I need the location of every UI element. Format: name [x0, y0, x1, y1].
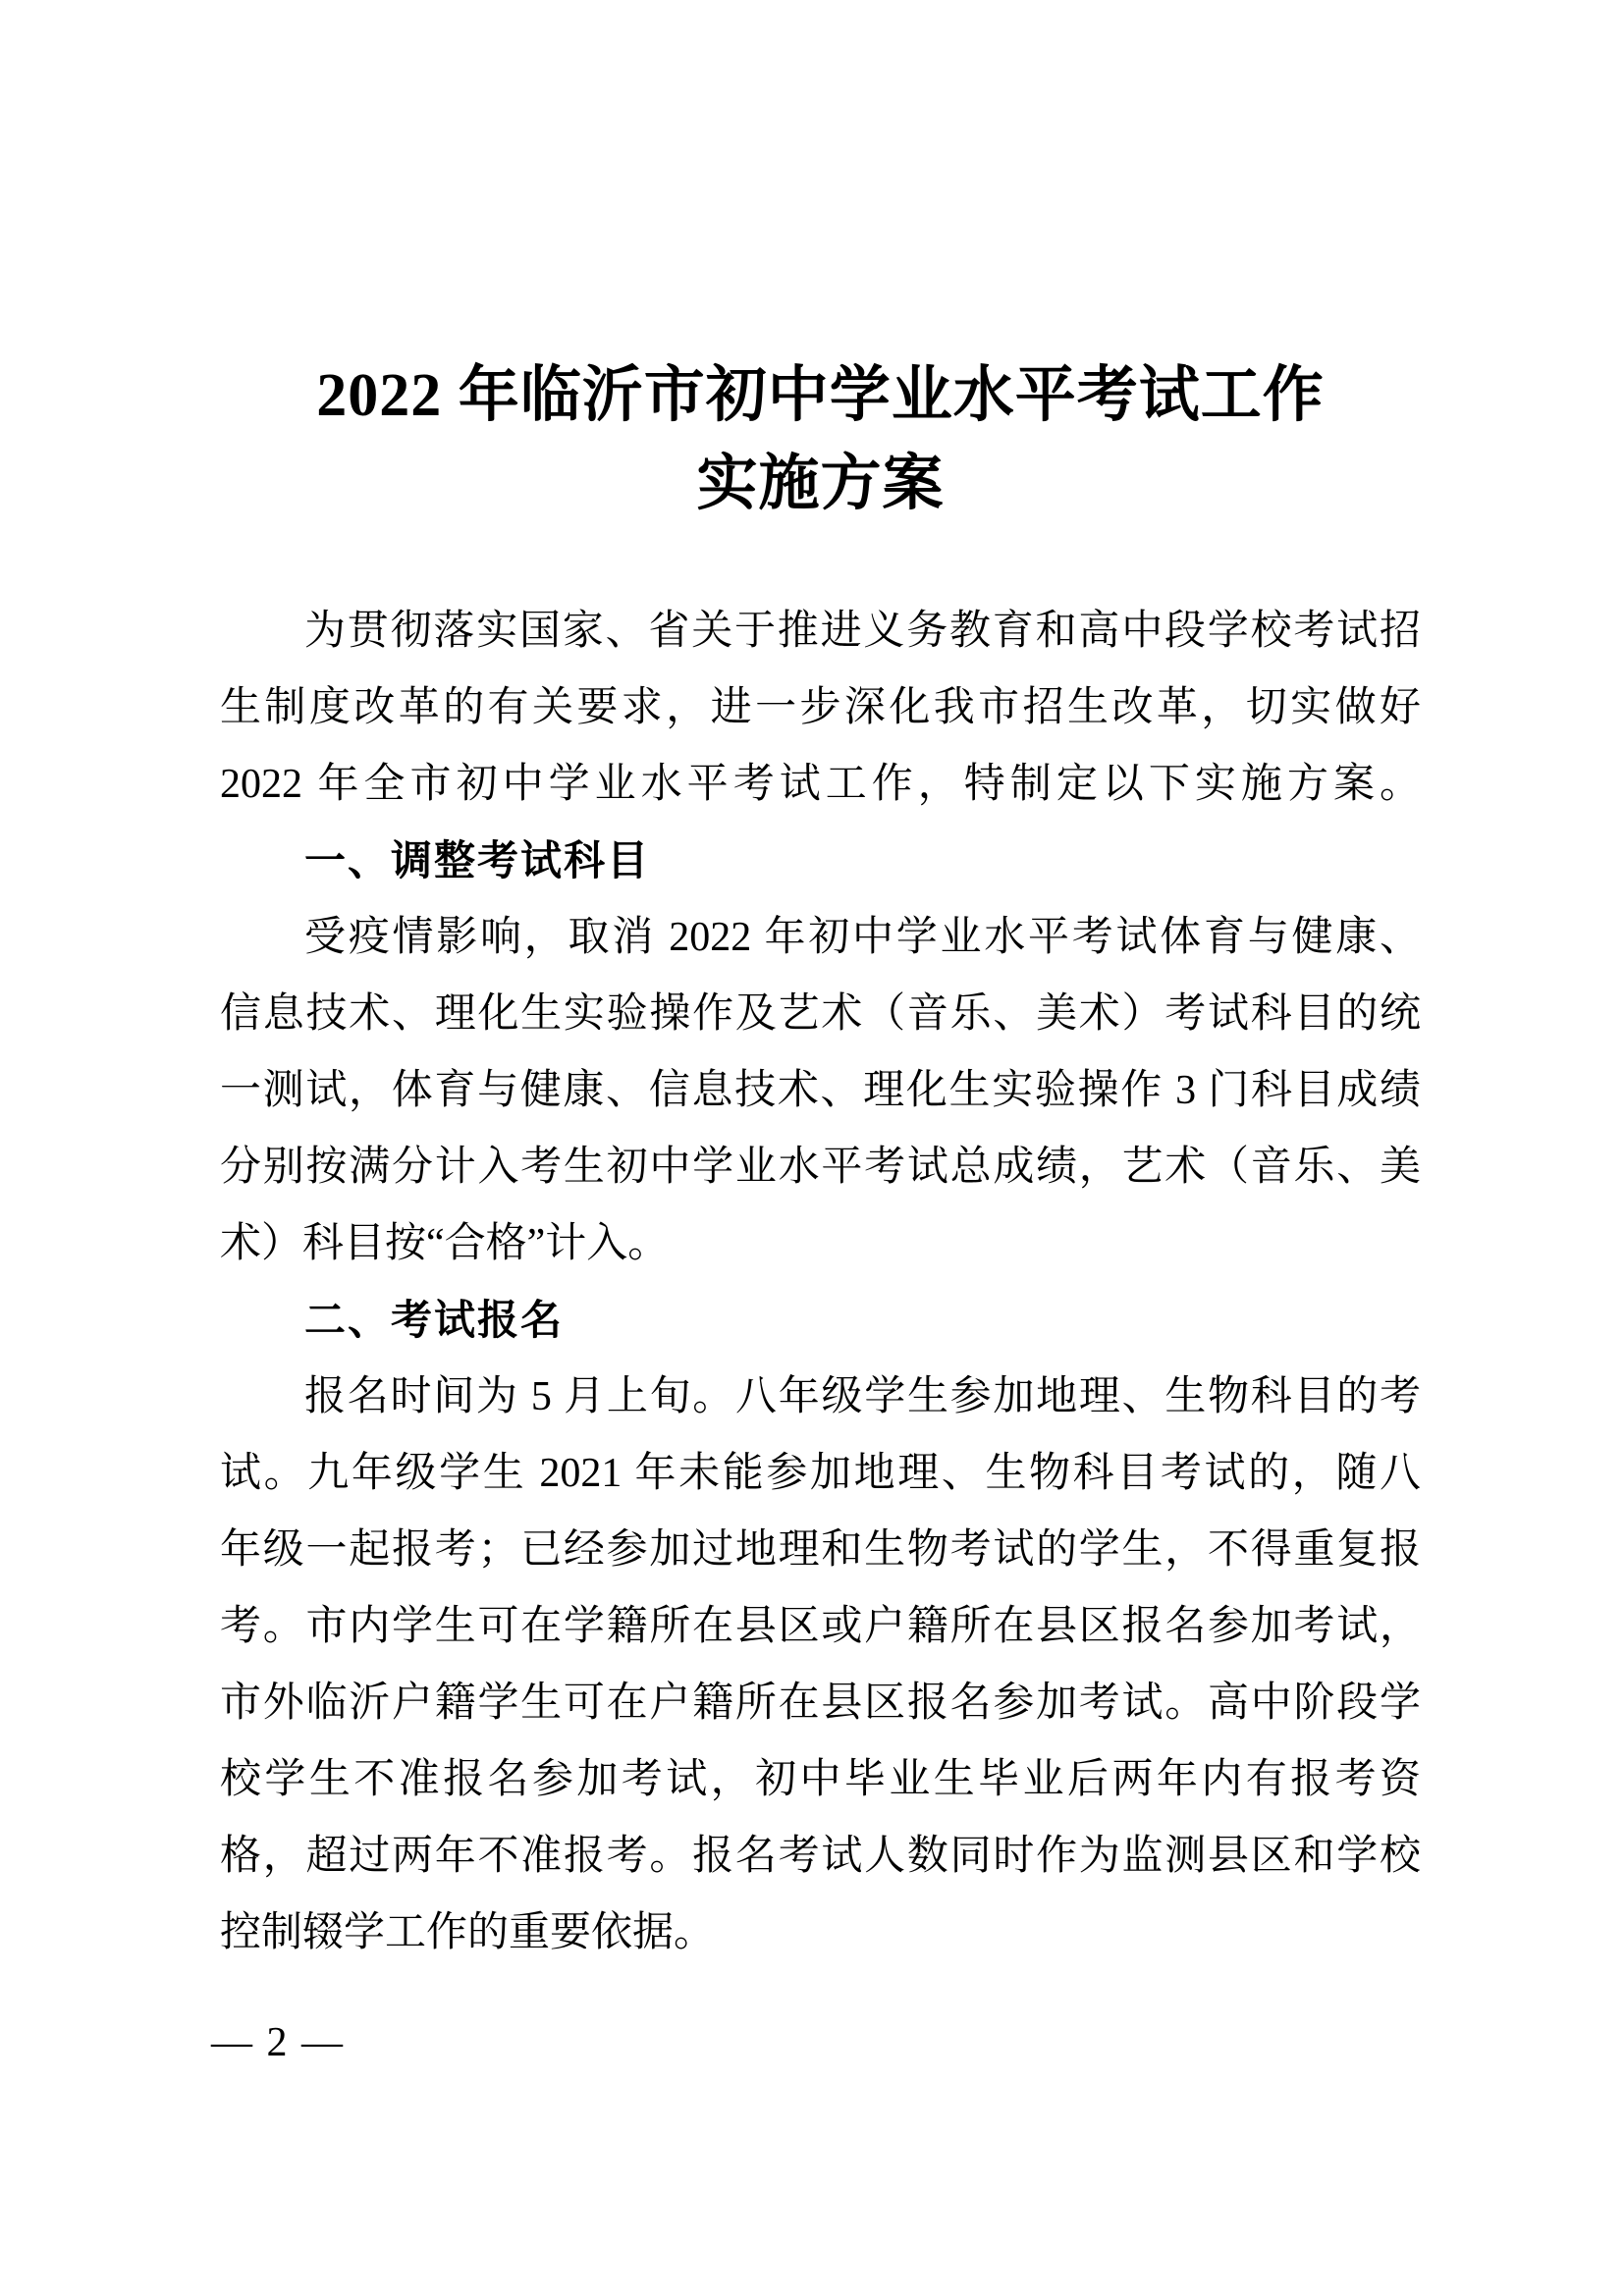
section-heading-2: 二、考试报名 — [304, 1297, 565, 1343]
doc-body — [220, 593, 1421, 1971]
page-number: — 2 — — [211, 2020, 345, 2065]
paragraph-line: 试。九年级学生 2021 年未能参加地理、生物科目考试的，随八 — [220, 1451, 1421, 1496]
paragraph-line: 信息技术、理化生实验操作及艺术（音乐、美术）考试科目的统 — [220, 991, 1421, 1037]
doc-title-line-2: 实施方案 — [696, 451, 945, 517]
paragraph-line: 市外临沂户籍学生可在户籍所在县区报名参加考试。高中阶段学 — [220, 1681, 1421, 1726]
paragraph-line: 校学生不准报名参加考试，初中毕业生毕业后两年内有报考资 — [220, 1757, 1421, 1802]
paragraph-line: 格，超过两年不准报考。报名考试人数同时作为监测县区和学校 — [220, 1834, 1421, 1879]
paragraph-line: 术）科目按“合格”计入。 — [220, 1221, 670, 1266]
paragraph-line: 年级一起报考；已经参加过地理和生物考试的学生，不得重复报 — [220, 1527, 1421, 1573]
paragraph-line: 受疫情影响，取消 2022 年初中学业水平考试体育与健康、 — [304, 915, 1421, 960]
doc-title-line-1: 2022 年临沂市初中学业水平考试工作 — [316, 362, 1325, 429]
paragraph-line: 为贯彻落实国家、省关于推进义务教育和高中段学校考试招 — [304, 609, 1421, 654]
paragraph-line: 控制辍学工作的重要依据。 — [220, 1910, 716, 1955]
paragraph-line: 2022 年全市初中学业水平考试工作，特制定以下实施方案。 — [220, 762, 1421, 807]
paragraph-line: 报名时间为 5 月上旬。八年级学生参加地理、生物科目的考 — [304, 1374, 1421, 1419]
paragraph-line: 分别按满分计入考生初中学业水平考试总成绩，艺术（音乐、美 — [220, 1145, 1421, 1190]
doc-title — [220, 351, 1421, 528]
section-heading-1: 一、调整考试科目 — [304, 837, 651, 883]
paragraph-line: 考。市内学生可在学籍所在县区或户籍所在县区报名参加考试， — [220, 1604, 1421, 1649]
paragraph-line: 生制度改革的有关要求，进一步深化我市招生改革，切实做好 — [220, 685, 1421, 730]
paragraph-line: 一测试，体育与健康、信息技术、理化生实验操作 3 门科目成绩 — [220, 1068, 1421, 1113]
